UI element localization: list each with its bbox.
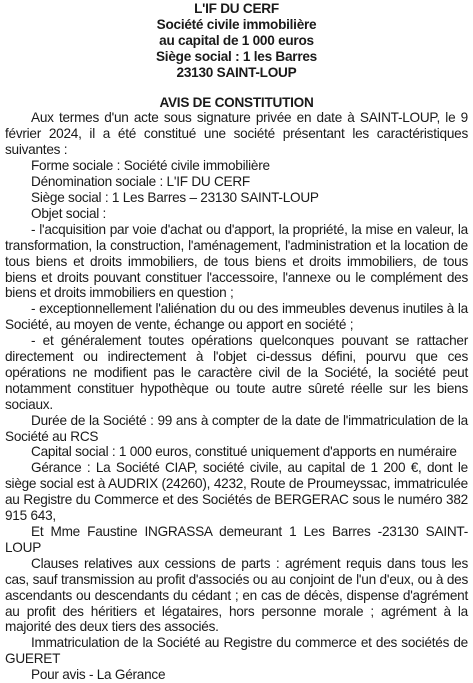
objet-item-1: - l'acquisition par voie d'achat ou d'apport, la propriété, la mise en valeur, la transformation, la construction, l'aménagement, l'administration et la location de tous biens et droits immobiliers, de tous biens et droits immobiliers, de tous biens et droits pouvant constituer l'accessoire, l'annexe ou le complément des biens et droits immobiliers en question ; — [5, 221, 468, 301]
company-seat: Siège social : 1 les Barres — [155, 48, 317, 64]
notice-title: AVIS DE CONSTITUTION — [159, 94, 314, 110]
gerance-paragraph: Gérance : La Société CIAP, société civile, au capital de 1 200 €, dont le siège social est à AUDRIX (24260), 4232, Route de Proumeyssac, immatriculée au Registre du Commerce et des Sociétés de BERGERAC sous le numéro 382 915 643, — [5, 460, 468, 524]
signature-line: Pour avis - La Gérance — [31, 667, 166, 683]
company-city: 23130 SAINT-LOUP — [176, 64, 297, 80]
objet-item-3: - et généralement toutes opérations quelconques pouvant se rattacher directement ou indirectement à l'objet ci-dessus défini, pourvu que ces opérations ne modifient pas le caractère civil de la Société, la société peut notamment constituer hypothèque ou toute autre sûreté réelle sur les biens sociaux. — [5, 333, 468, 412]
notice-body — [5, 110, 468, 683]
clauses-paragraph: Clauses relatives aux cessions de parts : agrément requis dans tous les cas, sauf transmission au profit d'associés ou au conjoint de l'un d'eux, ou à des ascendants ou descendants du cédant ; en cas de décès, dispense d'agrément au profit des héritiers et légataires, hors personne morale ; agrément à la majorité des deux tiers des associés. — [5, 555, 468, 635]
duree-paragraph: Durée de la Société : 99 ans à compter de la date de l'immatriculation de la Société au RCS — [5, 412, 468, 444]
immatriculation-paragraph: Immatriculation de la Société au Registre du commerce et des sociétés de GUERET — [5, 635, 468, 667]
forme-sociale: Forme sociale : Société civile immobilière — [31, 158, 270, 174]
siege-social: Siège social : 1 Les Barres – 23130 SAINT-LOUP — [31, 189, 319, 205]
objet-item-2: - exceptionnellement l'aliénation du ou des immeubles devenus inutiles à la Société, au moyen de vente, échange ou apport en société ; — [5, 301, 468, 333]
company-header — [5, 1, 468, 81]
capital-paragraph: Capital social : 1 000 euros, constitué uniquement d'apports en numéraire — [31, 444, 457, 460]
objet-social-label: Objet social : — [31, 205, 107, 221]
intro-paragraph: Aux termes d'un acte sous signature privée en date à SAINT-LOUP, le 9 février 2024, il a été constitué une société présentant les caractéristiques suivantes : — [5, 110, 468, 158]
company-name: L'IF DU CERF — [194, 1, 279, 16]
gerante-2-paragraph: Et Mme Faustine INGRASSA demeurant 1 Les Barres -23130 SAINT-LOUP — [5, 524, 468, 555]
company-form: Société civile immobilière — [156, 16, 317, 32]
denomination-sociale: Dénomination sociale : L'IF DU CERF — [31, 174, 250, 190]
company-capital: au capital de 1 000 euros — [159, 32, 314, 48]
